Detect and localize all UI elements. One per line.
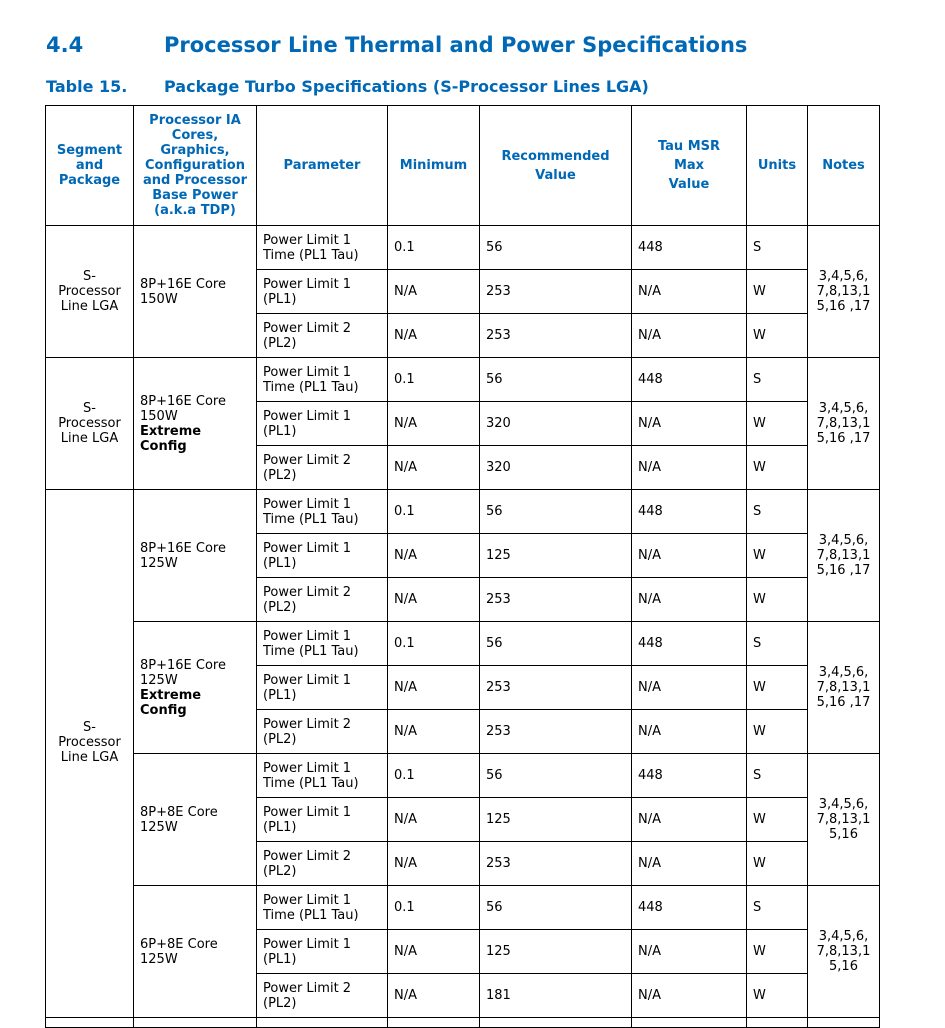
header-text: and [75, 158, 104, 173]
tau-cell [632, 622, 747, 666]
config-cell [134, 358, 257, 490]
segment-label: S- [83, 401, 96, 416]
recommended-cell [480, 578, 632, 622]
parameter-text: Power Limit 1 [263, 232, 352, 248]
minimum-cell [388, 578, 480, 622]
tau-value: 448 [638, 768, 663, 783]
table-row [46, 226, 880, 270]
parameter-cell [257, 226, 388, 270]
parameter-text: (PL2) [263, 863, 297, 879]
recommended-cell [480, 446, 632, 490]
tau-value: N/A [638, 416, 661, 431]
units-value: S [753, 900, 762, 915]
units-value: S [753, 504, 762, 519]
tau-value: N/A [638, 460, 661, 475]
units-cell [747, 578, 808, 622]
recommended-cell [480, 622, 632, 666]
minimum-cell [388, 666, 480, 710]
units-value: W [753, 988, 766, 1003]
tau-value: N/A [638, 724, 661, 739]
parameter-text: Time (PL1 Tau) [263, 247, 359, 263]
parameter-text: (PL1) [263, 951, 297, 967]
parameter-cell [257, 402, 388, 446]
config-cell [134, 226, 257, 358]
header-text: Recommended [501, 148, 610, 164]
continuation-cell [134, 1018, 257, 1028]
parameter-text: (PL1) [263, 291, 297, 307]
continuation-cell [808, 1018, 880, 1028]
minimum-cell [388, 754, 480, 798]
config-text: 6P+8E Core [140, 936, 218, 952]
tau-cell [632, 798, 747, 842]
notes-cell [808, 226, 880, 358]
tau-cell [632, 314, 747, 358]
parameter-text: Power Limit 1 [263, 760, 352, 776]
minimum-cell [388, 974, 480, 1018]
segment-cell [46, 226, 134, 358]
notes-value: 3,4,5,6,7,8,13,15,16 ,17 [816, 665, 871, 710]
units-cell [747, 314, 808, 358]
units-cell [747, 886, 808, 930]
continuation-row [46, 1018, 880, 1028]
recommended-cell [480, 886, 632, 930]
table-number: Table 15. [46, 77, 128, 96]
tau-cell [632, 270, 747, 314]
table-row [46, 490, 880, 534]
minimum-cell [388, 842, 480, 886]
tau-value: N/A [638, 988, 661, 1003]
tau-cell [632, 358, 747, 402]
units-value: W [753, 592, 766, 607]
continuation-cell [480, 1018, 632, 1028]
parameter-text: Power Limit 1 [263, 276, 352, 292]
minimum-cell [388, 270, 480, 314]
units-cell [747, 402, 808, 446]
header-text: Tau MSR [657, 139, 721, 154]
minimum-cell [388, 534, 480, 578]
package-turbo-spec-table [45, 105, 880, 1028]
notes-cell [808, 622, 880, 754]
units-value: W [753, 944, 766, 959]
parameter-cell [257, 314, 388, 358]
notes-cell [808, 886, 880, 1018]
segment-label: Processor [58, 284, 121, 299]
table-row [46, 754, 880, 798]
recommended-value: 253 [486, 856, 511, 871]
header-text: (a.k.a TDP) [154, 203, 236, 218]
config-text: 8P+16E Core [140, 540, 226, 556]
parameter-text: (PL2) [263, 731, 297, 747]
header-parameter: Parameter [257, 106, 388, 226]
units-cell [747, 622, 808, 666]
header-text: Max [673, 158, 705, 173]
units-value: S [753, 240, 762, 255]
parameter-text: (PL1) [263, 555, 297, 571]
tau-value: N/A [638, 812, 661, 827]
recommended-value: 253 [486, 724, 511, 739]
notes-value: 3,4,5,6,7,8,13,15,16 [816, 797, 871, 842]
parameter-text: Power Limit 1 [263, 496, 352, 512]
tau-value: N/A [638, 944, 661, 959]
parameter-cell [257, 666, 388, 710]
recommended-value: 253 [486, 284, 511, 299]
tau-cell [632, 534, 747, 578]
parameter-text: Time (PL1 Tau) [263, 907, 359, 923]
minimum-cell [388, 402, 480, 446]
recommended-value: 56 [486, 504, 503, 519]
units-value: W [753, 724, 766, 739]
parameter-cell [257, 622, 388, 666]
tau-value: 448 [638, 636, 663, 651]
minimum-value: N/A [394, 856, 417, 871]
recommended-cell [480, 930, 632, 974]
recommended-cell [480, 358, 632, 402]
units-cell [747, 974, 808, 1018]
parameter-cell [257, 446, 388, 490]
tau-value: 448 [638, 372, 663, 387]
minimum-cell [388, 622, 480, 666]
parameter-cell [257, 710, 388, 754]
units-value: W [753, 328, 766, 343]
tau-value: 448 [638, 504, 663, 519]
parameter-text: Power Limit 1 [263, 364, 352, 380]
table-body [46, 226, 880, 1028]
tau-cell [632, 974, 747, 1018]
config-cell [134, 622, 257, 754]
tau-value: N/A [638, 680, 661, 695]
table-title: Package Turbo Specifications (S-Processor Lines LGA) [164, 77, 649, 96]
minimum-value: N/A [394, 328, 417, 343]
recommended-value: 125 [486, 944, 511, 959]
config-bold-text: Config [140, 438, 187, 454]
header-text: Configuration [145, 158, 245, 173]
parameter-cell [257, 534, 388, 578]
config-text: 125W [140, 951, 178, 967]
units-value: W [753, 284, 766, 299]
tau-value: N/A [638, 856, 661, 871]
config-text: 125W [140, 672, 178, 688]
recommended-value: 56 [486, 900, 503, 915]
header-text: Value [668, 177, 710, 192]
tau-cell [632, 754, 747, 798]
segment-label: S- [83, 720, 96, 735]
parameter-text: Power Limit 1 [263, 408, 352, 424]
parameter-cell [257, 578, 388, 622]
units-cell [747, 710, 808, 754]
minimum-cell [388, 358, 480, 402]
recommended-cell [480, 710, 632, 754]
recommended-value: 56 [486, 240, 503, 255]
recommended-value: 320 [486, 460, 511, 475]
config-cell [134, 886, 257, 1018]
tau-cell [632, 578, 747, 622]
header-units: Units [747, 106, 808, 226]
parameter-cell [257, 270, 388, 314]
table-row [46, 622, 880, 666]
continuation-cell [632, 1018, 747, 1028]
notes-cell [808, 358, 880, 490]
parameter-text: (PL1) [263, 819, 297, 835]
units-value: S [753, 636, 762, 651]
parameter-text: Power Limit 1 [263, 804, 352, 820]
notes-value: 3,4,5,6,7,8,13,15,16 ,17 [816, 533, 871, 578]
header-text: Cores, [171, 128, 219, 143]
segment-label: S- [83, 269, 96, 284]
continuation-cell [257, 1018, 388, 1028]
recommended-cell [480, 270, 632, 314]
config-text: 150W [140, 291, 178, 307]
parameter-text: Time (PL1 Tau) [263, 511, 359, 527]
units-cell [747, 754, 808, 798]
segment-label: Line LGA [60, 431, 119, 446]
tau-value: N/A [638, 284, 661, 299]
table-row [46, 358, 880, 402]
minimum-cell [388, 798, 480, 842]
units-cell [747, 930, 808, 974]
parameter-cell [257, 886, 388, 930]
config-text: 125W [140, 555, 178, 571]
recommended-cell [480, 402, 632, 446]
minimum-value: 0.1 [394, 636, 415, 651]
segment-label: Line LGA [60, 750, 119, 765]
header-recommended [480, 106, 632, 226]
parameter-text: Power Limit 2 [263, 320, 352, 336]
parameter-text: Power Limit 1 [263, 936, 352, 952]
units-value: W [753, 856, 766, 871]
tau-cell [632, 402, 747, 446]
parameter-text: Power Limit 1 [263, 672, 352, 688]
continuation-cell [46, 1018, 134, 1028]
parameter-cell [257, 974, 388, 1018]
minimum-value: N/A [394, 460, 417, 475]
parameter-text: (PL2) [263, 995, 297, 1011]
header-row [46, 106, 880, 226]
units-value: S [753, 768, 762, 783]
parameter-text: (PL1) [263, 423, 297, 439]
config-text: 8P+16E Core [140, 276, 226, 292]
recommended-value: 125 [486, 812, 511, 827]
spacer [52, 490, 127, 720]
header-text: Package [58, 173, 121, 188]
parameter-text: (PL2) [263, 335, 297, 351]
parameter-cell [257, 358, 388, 402]
tau-value: N/A [638, 548, 661, 563]
recommended-cell [480, 666, 632, 710]
minimum-cell [388, 446, 480, 490]
minimum-value: 0.1 [394, 900, 415, 915]
units-cell [747, 666, 808, 710]
section-title: Processor Line Thermal and Power Specifications [164, 33, 748, 57]
parameter-text: (PL2) [263, 467, 297, 483]
header-text: and Processor [142, 173, 248, 188]
recommended-value: 253 [486, 592, 511, 607]
tau-value: 448 [638, 900, 663, 915]
minimum-value: 0.1 [394, 504, 415, 519]
parameter-cell [257, 490, 388, 534]
header-tau-msr [632, 106, 747, 226]
tau-cell [632, 842, 747, 886]
units-value: W [753, 680, 766, 695]
config-bold-text: Extreme [140, 687, 202, 703]
segment-cell [46, 490, 134, 1018]
config-bold-text: Config [140, 702, 187, 718]
config-cell [134, 754, 257, 886]
header-text: Processor IA [149, 113, 241, 128]
notes-cell [808, 754, 880, 886]
minimum-cell [388, 710, 480, 754]
minimum-cell [388, 490, 480, 534]
minimum-value: N/A [394, 944, 417, 959]
tau-cell [632, 930, 747, 974]
recommended-cell [480, 754, 632, 798]
parameter-text: Time (PL1 Tau) [263, 643, 359, 659]
parameter-text: Power Limit 2 [263, 848, 352, 864]
config-text: 8P+16E Core [140, 393, 226, 409]
recommended-value: 56 [486, 372, 503, 387]
recommended-value: 125 [486, 548, 511, 563]
recommended-value: 181 [486, 988, 511, 1003]
section-number: 4.4 [46, 33, 84, 57]
segment-label: Processor [58, 735, 121, 750]
continuation-cell [747, 1018, 808, 1028]
config-text: 150W [140, 408, 178, 424]
minimum-value: 0.1 [394, 768, 415, 783]
minimum-value: N/A [394, 680, 417, 695]
recommended-value: 56 [486, 768, 503, 783]
parameter-text: Power Limit 2 [263, 452, 352, 468]
units-value: W [753, 416, 766, 431]
table-row [46, 886, 880, 930]
parameter-text: Power Limit 2 [263, 716, 352, 732]
recommended-cell [480, 314, 632, 358]
minimum-value: 0.1 [394, 372, 415, 387]
units-cell [747, 446, 808, 490]
segment-label: Line LGA [60, 299, 119, 314]
notes-value: 3,4,5,6,7,8,13,15,16 ,17 [816, 401, 871, 446]
parameter-text: (PL1) [263, 687, 297, 703]
units-value: W [753, 548, 766, 563]
tau-cell [632, 490, 747, 534]
header-text: Segment [56, 143, 123, 158]
header-minimum: Minimum [388, 106, 480, 226]
parameter-text: Time (PL1 Tau) [263, 775, 359, 791]
config-cell [134, 490, 257, 622]
minimum-cell [388, 886, 480, 930]
notes-value: 3,4,5,6,7,8,13,15,16 [816, 929, 871, 974]
units-cell [747, 534, 808, 578]
parameter-text: Time (PL1 Tau) [263, 379, 359, 395]
tau-cell [632, 226, 747, 270]
recommended-value: 253 [486, 680, 511, 695]
tau-cell [632, 710, 747, 754]
units-value: W [753, 812, 766, 827]
recommended-cell [480, 534, 632, 578]
parameter-cell [257, 754, 388, 798]
minimum-value: N/A [394, 592, 417, 607]
parameter-cell [257, 930, 388, 974]
units-cell [747, 490, 808, 534]
minimum-value: N/A [394, 284, 417, 299]
parameter-text: Power Limit 1 [263, 892, 352, 908]
units-cell [747, 798, 808, 842]
recommended-value: 253 [486, 328, 511, 343]
minimum-cell [388, 930, 480, 974]
header-segment [46, 106, 134, 226]
tau-value: N/A [638, 328, 661, 343]
parameter-text: Power Limit 1 [263, 628, 352, 644]
minimum-value: 0.1 [394, 240, 415, 255]
header-config [134, 106, 257, 226]
header-text: Base Power [152, 188, 238, 203]
recommended-cell [480, 798, 632, 842]
units-cell [747, 270, 808, 314]
segment-label: Processor [58, 416, 121, 431]
tau-value: N/A [638, 592, 661, 607]
parameter-cell [257, 842, 388, 886]
parameter-text: Power Limit 2 [263, 980, 352, 996]
minimum-value: N/A [394, 548, 417, 563]
minimum-value: N/A [394, 724, 417, 739]
recommended-cell [480, 842, 632, 886]
notes-value: 3,4,5,6,7,8,13,15,16 ,17 [816, 269, 871, 314]
parameter-text: Power Limit 1 [263, 540, 352, 556]
units-value: S [753, 372, 762, 387]
parameter-text: (PL2) [263, 599, 297, 615]
tau-cell [632, 446, 747, 490]
segment-cell [46, 358, 134, 490]
units-cell [747, 842, 808, 886]
recommended-cell [480, 490, 632, 534]
parameter-text: Power Limit 2 [263, 584, 352, 600]
minimum-value: N/A [394, 812, 417, 827]
tau-cell [632, 886, 747, 930]
units-cell [747, 358, 808, 402]
units-cell [747, 226, 808, 270]
minimum-value: N/A [394, 988, 417, 1003]
recommended-value: 56 [486, 636, 503, 651]
tau-cell [632, 666, 747, 710]
minimum-value: N/A [394, 416, 417, 431]
minimum-cell [388, 226, 480, 270]
recommended-cell [480, 974, 632, 1018]
config-bold-text: Extreme [140, 423, 202, 439]
units-value: W [753, 460, 766, 475]
recommended-cell [480, 226, 632, 270]
header-text: Value [535, 167, 576, 183]
header-notes: Notes [808, 106, 880, 226]
config-text: 125W [140, 819, 178, 835]
header-text: Graphics, [160, 143, 230, 158]
continuation-cell [388, 1018, 480, 1028]
recommended-value: 320 [486, 416, 511, 431]
parameter-cell [257, 798, 388, 842]
config-text: 8P+8E Core [140, 804, 218, 820]
minimum-cell [388, 314, 480, 358]
config-text: 8P+16E Core [140, 657, 226, 673]
tau-value: 448 [638, 240, 663, 255]
notes-cell [808, 490, 880, 622]
